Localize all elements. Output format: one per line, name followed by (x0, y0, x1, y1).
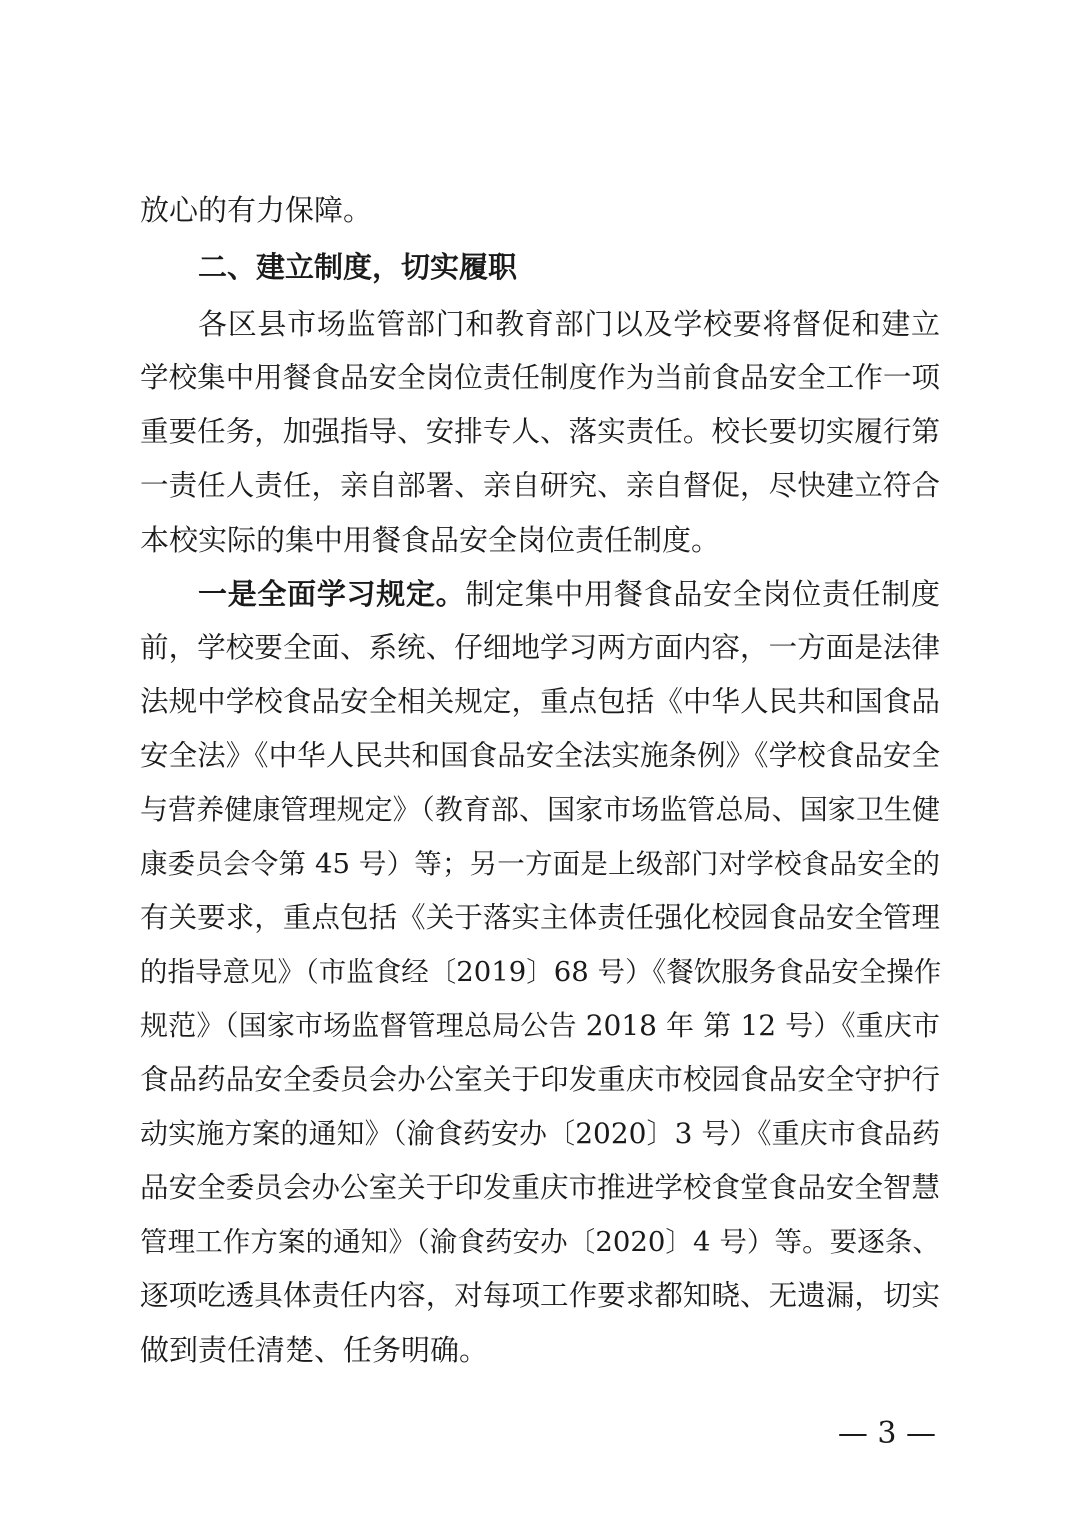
paragraph-line (198, 574, 940, 614)
paragraph-line: 动实施方案的通知》（渝食药安办〔2020〕3 号）《重庆市食品药 (140, 1117, 940, 1150)
paragraph-line: 法规中学校食品安全相关规定，重点包括《中华人民共和国食品 (140, 685, 940, 718)
paragraph-line: 安全法》《中华人民共和国食品安全法实施条例》《学校食品安全 (140, 739, 940, 772)
paragraph-line: 食品药品安全委员会办公室关于印发重庆市校园食品安全守护行 (140, 1063, 940, 1096)
paragraph-text: 制定集中用餐食品安全岗位责任制度 (465, 577, 940, 611)
page-number: — 3 — (837, 1416, 936, 1451)
paragraph-line: 各区县市场监管部门和教育部门以及学校要将督促和建立 (198, 307, 940, 341)
paragraph-line: 规范》（国家市场监督管理总局公告 2018 年 第 12 号）《重庆市 (140, 1009, 940, 1042)
paragraph-line: 学校集中用餐食品安全岗位责任制度作为当前食品安全工作一项 (140, 361, 940, 394)
paragraph-line: 重要任务，加强指导、安排专人、落实责任。校长要切实履行第 (140, 415, 940, 448)
paragraph-line: 有关要求，重点包括《关于落实主体责任强化校园食品安全管理 (140, 901, 940, 934)
bold-lead-text: 一是全面学习规定。 (198, 577, 466, 611)
paragraph-line: 逐项吃透具体责任内容，对每项工作要求都知晓、无遗漏，切实 (140, 1279, 940, 1312)
paragraph-line: 管理工作方案的通知》（渝食药安办〔2020〕4 号）等。要逐条、 (140, 1226, 940, 1258)
paragraph-line: 一责任人责任，亲自部署、亲自研究、亲自督促，尽快建立符合 (140, 469, 940, 502)
paragraph-line: 放心的有力保障。 (140, 193, 373, 227)
paragraph-line: 前，学校要全面、系统、仔细地学习两方面内容，一方面是法律 (140, 631, 940, 664)
paragraph-line: 做到责任清楚、任务明确。 (140, 1333, 489, 1367)
paragraph-line: 与营养健康管理规定》（教育部、国家市场监管总局、国家卫生健 (140, 793, 940, 826)
section-heading: 二、建立制度，切实履职 (198, 250, 518, 284)
paragraph-line: 的指导意见》（市监食经〔2019〕68 号）《餐饮服务食品安全操作 (140, 956, 942, 988)
paragraph-line: 品安全委员会办公室关于印发重庆市推进学校食堂食品安全智慧 (140, 1171, 940, 1204)
paragraph-line: 本校实际的集中用餐食品安全岗位责任制度。 (140, 523, 721, 557)
paragraph-line: 康委员会令第 45 号）等；另一方面是上级部门对学校食品安全的 (140, 848, 940, 880)
